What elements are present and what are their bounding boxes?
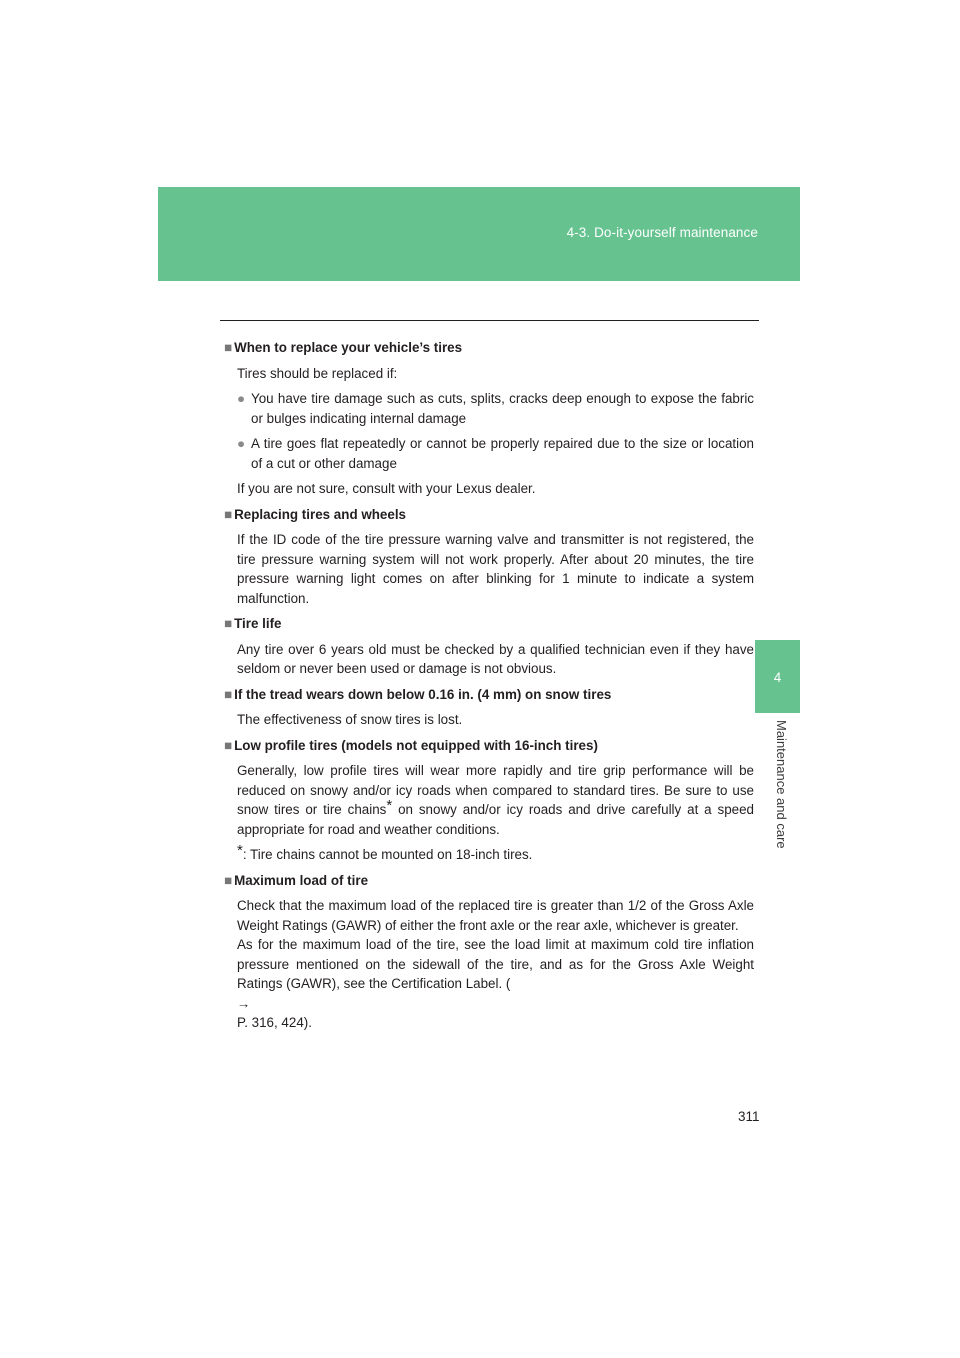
- section-heading: ■ When to replace your vehicle’s tires: [224, 340, 463, 355]
- paragraph: Generally, low profile tires will wear more rapidly and tire grip performance will be reduced on snowy and/or icy roads when compared to standard tires. Be sure to use snow tires or tire chains* on snowy and/or icy roads and drive carefully at a speed appropriate for road and weather conditions.: [237, 763, 754, 837]
- chapter-number: 4: [773, 670, 782, 685]
- section-heading: ■ If the tread wears down below 0.16 in. (4 mm) on snow tires: [224, 686, 612, 702]
- arrow-right-icon: →: [237, 995, 251, 1011]
- paragraph: Check that the maximum load of the replaced tire is greater than 1/2 of the Gross Axle Weight Ratings (GAWR) of either the front axle or the rear axle, whichever is greater. As for the maximum load of the tire, see the load limit at maximum cold tire inflation pressure mentioned on the sidewall of the tire, and as for the Gross Axle Weight Ratings (GAWR), see the Certification Label. ( → P. 316, 424).: [237, 898, 754, 1030]
- header-band: [158, 187, 800, 281]
- paragraph: The effectiveness of snow tires is lost.: [237, 712, 463, 727]
- footnote: *: Tire chains cannot be mounted on 18-inch tires.: [237, 842, 533, 862]
- square-bullet-icon: ■: [224, 616, 233, 631]
- content-body: [224, 338, 754, 1039]
- paragraph: If the ID code of the tire pressure warning valve and transmitter is not registered, the tire pressure warning system will not work properly. After about 20 minutes, the tire pressure warning light comes on after blinking for 1 minute to indicate a system malfunction.: [237, 532, 754, 606]
- section-heading: ■ Replacing tires and wheels: [224, 506, 406, 522]
- chapter-tab: [755, 640, 800, 713]
- chapter-label: Maintenance and care: [774, 720, 789, 849]
- paragraph: If you are not sure, consult with your Lexus dealer.: [237, 481, 536, 496]
- section-heading: ■ Maximum load of tire: [224, 872, 369, 888]
- footnote-mark: *: [237, 842, 243, 859]
- section-heading: ■ Low profile tires (models not equipped with 16-inch tires): [224, 737, 598, 753]
- square-bullet-icon: ■: [224, 340, 233, 355]
- section-heading: ■ Tire life: [224, 616, 282, 631]
- asterisk-mark: *: [386, 797, 393, 814]
- square-bullet-icon: ■: [224, 872, 233, 888]
- circle-bullet-icon: ●: [237, 436, 246, 451]
- list-item: ● You have tire damage such as cuts, splits, cracks deep enough to expose the fabric or bulges indicating internal damage: [237, 391, 754, 426]
- divider-rule: [220, 320, 759, 321]
- paragraph: Any tire over 6 years old must be checked by a qualified technician even if they have seldom or never been used or damage is not obvious.: [237, 641, 754, 676]
- circle-bullet-icon: ●: [237, 391, 246, 406]
- square-bullet-icon: ■: [224, 506, 233, 522]
- square-bullet-icon: ■: [224, 686, 233, 702]
- page-number: 311: [738, 1109, 760, 1124]
- paragraph: Tires should be replaced if:: [237, 365, 398, 381]
- square-bullet-icon: ■: [224, 737, 233, 753]
- list-item: ● A tire goes flat repeatedly or cannot be properly repaired due to the size or location of a cut or other damage: [237, 436, 754, 471]
- section-title: 4-3. Do-it-yourself maintenance: [566, 225, 758, 240]
